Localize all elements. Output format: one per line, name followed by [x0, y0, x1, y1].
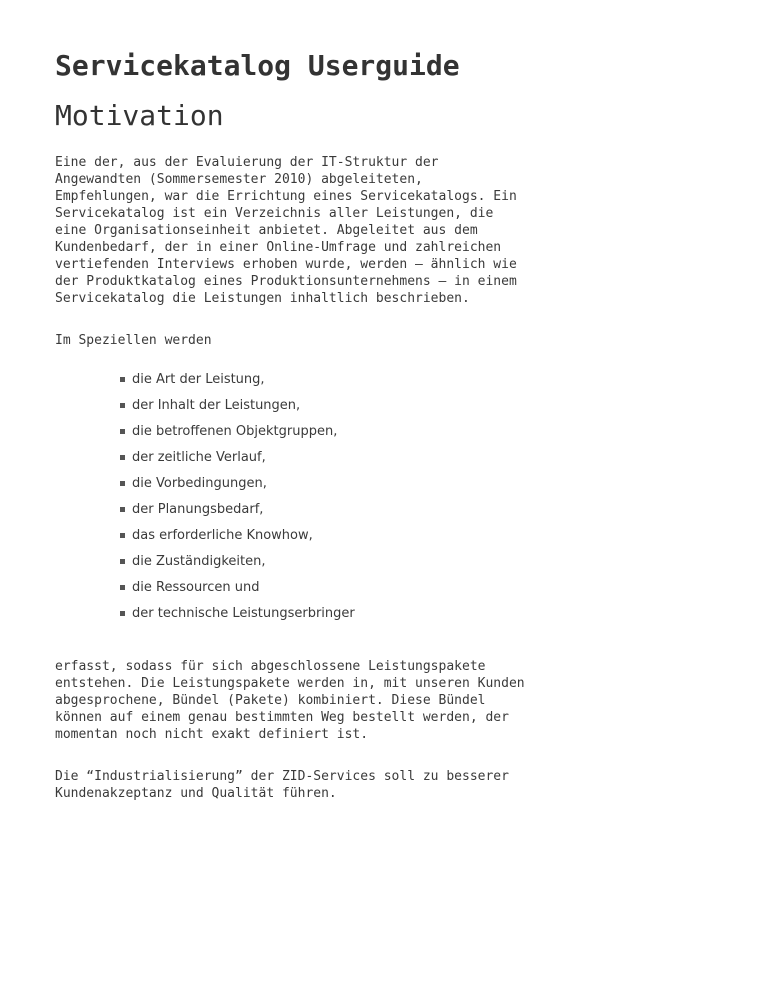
- list-item: [120, 397, 728, 423]
- list-item: [120, 371, 728, 397]
- bullet-marker-icon: [120, 533, 125, 538]
- list-item-text: die Zuständigkeiten,: [132, 554, 266, 569]
- list-item: [120, 605, 728, 631]
- closing-paragraph: Die “Industrialisierung” der ZID-Services soll zu besserer Kundenakzeptanz und Qualität führen.: [55, 769, 509, 801]
- bullet-marker-icon: [120, 507, 125, 512]
- list-item-text: die Ressourcen und: [132, 580, 260, 595]
- list-item: [120, 423, 728, 449]
- bullet-list: [55, 371, 728, 631]
- packages-paragraph: erfasst, sodass für sich abgeschlossene Leistungspakete entstehen. Die Leistungspakete werden in, mit unseren Kunden abgesprochene, Bündel (Pakete) kombiniert. Diese Bündel können auf einem genau bestimmten Weg bestellt werden, der momentan noch nicht exakt definiert ist.: [55, 659, 525, 742]
- list-item: [120, 553, 728, 579]
- list-item: [120, 527, 728, 553]
- list-item: [120, 449, 728, 475]
- section-heading: Motivation: [55, 99, 224, 132]
- list-item-text: das erforderliche Knowhow,: [132, 528, 313, 543]
- bullet-marker-icon: [120, 377, 125, 382]
- list-item-text: der technische Leistungserbringer: [132, 606, 355, 621]
- bullet-marker-icon: [120, 585, 125, 590]
- list-intro-paragraph: Im Speziellen werden: [55, 333, 212, 348]
- bullet-marker-icon: [120, 455, 125, 460]
- list-item-text: der Inhalt der Leistungen,: [132, 398, 301, 413]
- list-item-text: die betroffenen Objektgruppen,: [132, 424, 338, 439]
- bullet-marker-icon: [120, 611, 125, 616]
- list-item-text: die Vorbedingungen,: [132, 476, 267, 491]
- list-item: [120, 475, 728, 501]
- bullet-marker-icon: [120, 481, 125, 486]
- intro-paragraph: Eine der, aus der Evaluierung der IT-Struktur der Angewandten (Sommersemester 2010) abgeleiteten, Empfehlungen, war die Errichtung eines Servicekatalogs. Ein Servicekatalog ist ein Verzeichnis aller Leistungen, die eine Organisationseinheit anbietet. Abgeleitet aus dem Kundenbedarf, der in einer Online-Umfrage und zahlreichen vertiefenden Interviews erhoben wurde, werden – ähnlich wie der Produktkatalog eines Produktionsunternehmens – in einem Servicekatalog die Leistungen inhaltlich beschrieben.: [55, 155, 517, 306]
- list-item-text: die Art der Leistung,: [132, 372, 265, 387]
- page-title: Servicekatalog Userguide: [55, 49, 460, 82]
- list-item: [120, 501, 728, 527]
- list-item-text: der zeitliche Verlauf,: [132, 450, 266, 465]
- bullet-marker-icon: [120, 429, 125, 434]
- list-item: [120, 579, 728, 605]
- bullet-marker-icon: [120, 559, 125, 564]
- list-item-text: der Planungsbedarf,: [132, 502, 264, 517]
- bullet-marker-icon: [120, 403, 125, 408]
